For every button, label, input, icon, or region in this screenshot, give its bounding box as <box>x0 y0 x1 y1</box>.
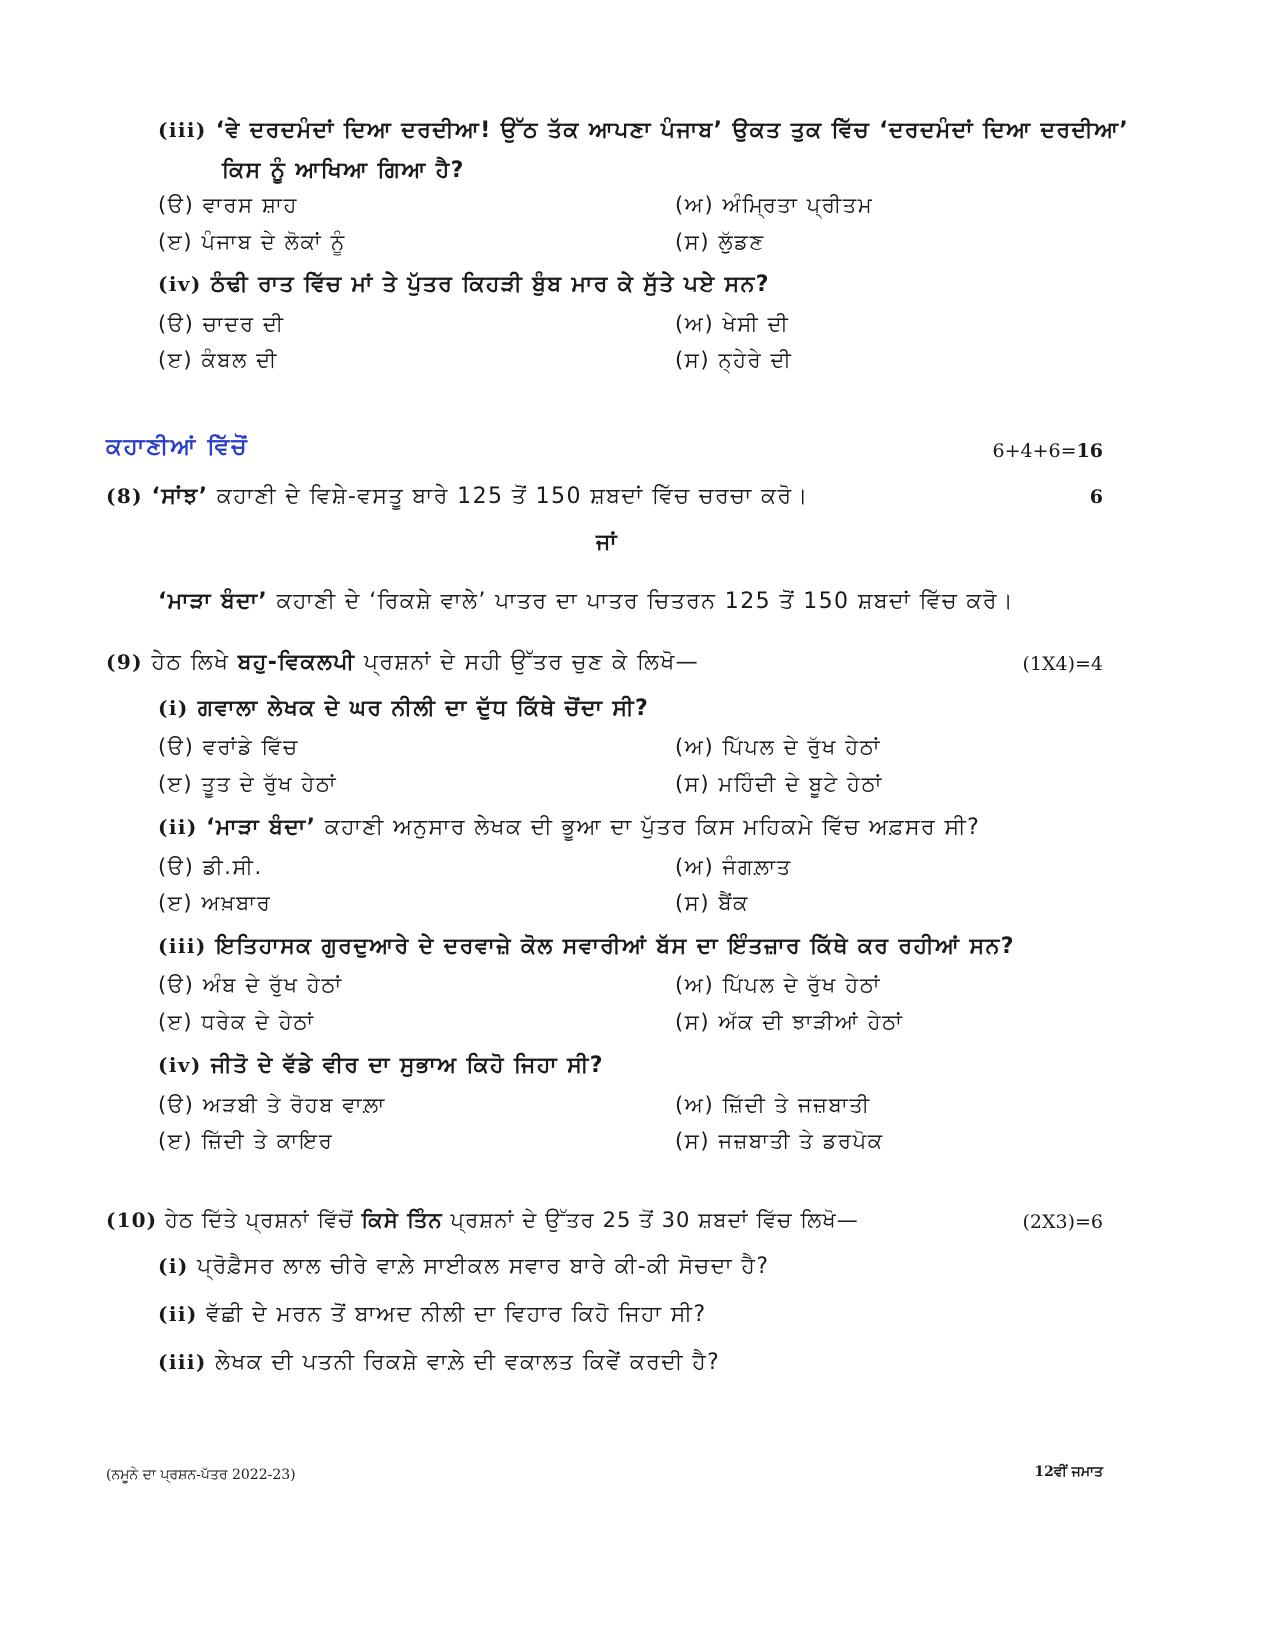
q10-intro-bold: ਕਿਸੇ ਤਿੰਨ <box>361 1208 443 1232</box>
q8-line <box>106 484 809 509</box>
q7-iv-number: (iv) <box>158 272 202 296</box>
q10-marks: (2X3)=6 <box>1022 1211 1103 1233</box>
q9-intro-b: ਪ੍ਰਸ਼ਨਾਂ ਦੇ ਸਹੀ ਉੱਤਰ ਚੁਣ ਕੇ ਲਿਖੋ— <box>363 650 700 675</box>
q7-iv-line <box>158 272 770 297</box>
q9-iii-number: (iii) <box>158 934 207 958</box>
q9-ii-option-b: (ਅ) ਜੰਗਲ਼ਾਤ <box>675 855 792 879</box>
q9-marks: (1X4)=4 <box>1022 653 1103 675</box>
section-marks-sum: 6+4+6= <box>992 440 1077 462</box>
q8-text: ਕਹਾਣੀ ਦੇ ਵਿਸ਼ੇ-ਵਸਤੂ ਬਾਰੇ 125 ਤੋਂ 150 ਸ਼ਬਦਾਂ ਵਿੱਚ ਚਰਚਾ ਕਰੋ। <box>216 484 809 509</box>
q9-i-question: ਗਵਾਲਾ ਲੇਖਕ ਦੇ ਘਰ ਨੀਲੀ ਦਾ ਦੁੱਧ ਕਿੱਥੇ ਚੋਂਦਾ ਸੀ? <box>197 696 650 721</box>
q7-iii-option-d: (ਸ) ਲੁੱਡਣ <box>675 230 765 254</box>
q9-ii-option-d: (ਸ) ਬੈਂਕ <box>675 891 750 915</box>
q10-intro-a: ਹੇਠ ਦਿੱਤੇ ਪ੍ਰਸ਼ਨਾਂ ਵਿੱਚੋਂ <box>164 1208 354 1232</box>
q7-iii-line1 <box>158 118 1129 143</box>
q10-iii-number: (iii) <box>158 1350 207 1374</box>
q9-iii-option-c: (ੲ) ਧਰੇਕ ਦੇ ਹੇਠਾਂ <box>158 1010 315 1034</box>
q9-i-option-d: (ਸ) ਮਹਿੰਦੀ ਦੇ ਬੂਟੇ ਹੇਠਾਂ <box>675 772 883 796</box>
q9-i-option-c: (ੲ) ਤੂਤ ਦੇ ਰੁੱਖ ਹੇਠਾਂ <box>158 772 338 796</box>
q9-iii-option-a: (ੳ) ਅੰਬ ਦੇ ਰੁੱਖ ਹੇਠਾਂ <box>158 973 343 997</box>
q7-iv-option-b: (ਅ) ਖੇਸੀ ਦੀ <box>675 312 790 336</box>
q8-number: (8) <box>106 484 144 508</box>
section-marks <box>993 440 1103 462</box>
q10-iii-question: ਲੇਖਕ ਦੀ ਪਤਨੀ ਰਿਕਸ਼ੇ ਵਾਲ਼ੇ ਦੀ ਵਕਾਲਤ ਕਿਵੇਂ ਕਰਦੀ ਹੈ? <box>215 1350 721 1375</box>
q7-iii-option-a: (ੳ) ਵਾਰਸ ਸ਼ਾਹ <box>158 193 299 217</box>
q9-iii-option-d: (ਸ) ਅੱਕ ਦੀ ਝਾੜੀਆਂ ਹੇਠਾਂ <box>675 1010 904 1034</box>
q8-alt-quote: ‘ਮਾੜਾ ਬੰਦਾ’ <box>158 589 269 614</box>
q7-iii-number: (iii) <box>158 118 207 142</box>
q10-number: (10) <box>106 1208 158 1232</box>
section-title: ਕਹਾਣੀਆਂ ਵਿੱਚੋਂ <box>106 434 249 460</box>
q9-iv-option-a: (ੳ) ਅੜਬੀ ਤੇ ਰੋਹਬ ਵਾਲ਼ਾ <box>158 1093 386 1117</box>
q9-iv-option-c: (ੲ) ਜ਼ਿੱਦੀ ਤੇ ਕਾਇਰ <box>158 1129 334 1153</box>
q9-iv-option-d: (ਸ) ਜਜ਼ਬਾਤੀ ਤੇ ਡਰਪੋਕ <box>675 1129 884 1153</box>
q7-iv-question: ਠੰਢੀ ਰਾਤ ਵਿੱਚ ਮਾਂ ਤੇ ਪੁੱਤਰ ਕਿਹੜੀ ਬੁੰਬ ਮਾਰ ਕੇ ਸੁੱਤੇ ਪਏ ਸਨ? <box>210 272 770 297</box>
q10-i-number: (i) <box>158 1254 189 1278</box>
q10-intro-b: ਪ੍ਰਸ਼ਨਾਂ ਦੇ ਉੱਤਰ 25 ਤੋਂ 30 ਸ਼ਬਦਾਂ ਵਿੱਚ ਲਿਖੋ— <box>450 1208 859 1232</box>
q10-item <box>158 1350 720 1375</box>
q9-ii-option-c: (ੲ) ਅਖ਼ਬਾਰ <box>158 891 272 915</box>
q7-iv-option-d: (ਸ) ਨ੍ਹੇਰੇ ਦੀ <box>675 348 793 372</box>
q10-ii-number: (ii) <box>158 1302 198 1326</box>
section-marks-total: 16 <box>1076 440 1103 462</box>
q8-alt-text: ਕਹਾਣੀ ਦੇ ‘ਰਿਕਸ਼ੇ ਵਾਲੇ’ ਪਾਤਰ ਦਾ ਪਾਤਰ ਚਿਤਰਨ 125 ਤੋਂ 150 ਸ਼ਬਦਾਂ ਵਿੱਚ ਕਰੋ। <box>276 589 1015 614</box>
q9-i-line <box>158 696 649 721</box>
q9-number: (9) <box>106 650 144 674</box>
q9-iv-number: (iv) <box>158 1053 202 1077</box>
q9-i-option-b: (ਅ) ਪਿੱਪਲ ਦੇ ਰੁੱਖ ਹੇਠਾਂ <box>675 735 882 759</box>
q7-iii-option-c: (ੲ) ਪੰਜਾਬ ਦੇ ਲੋਕਾਂ ਨੂੰ <box>158 230 346 254</box>
q7-iv-option-c: (ੲ) ਕੰਬਲ ਦੀ <box>158 348 278 372</box>
footer-right: 12ਵੀਂ ਜਮਾਤ <box>1034 1464 1103 1480</box>
q9-iii-line <box>158 934 1015 959</box>
q9-iii-option-b: (ਅ) ਪਿੱਪਲ ਦੇ ਰੁੱਖ ਹੇਠਾਂ <box>675 973 882 997</box>
q9-ii-option-a: (ੳ) ਡੀ.ਸੀ. <box>158 855 263 879</box>
q10-i-question: ਪ੍ਰੋਫ਼ੈਸਰ ਲਾਲ ਚੀਰੇ ਵਾਲ਼ੇ ਸਾਈਕਲ ਸਵਾਰ ਬਾਰੇ ਕੀ-ਕੀ ਸੋਚਦਾ ਹੈ? <box>197 1254 770 1279</box>
q7-iii-question: ‘ਵੇ ਦਰਦਮੰਦਾਂ ਦਿਆ ਦਰਦੀਆ! ਉੱਠ ਤੱਕ ਆਪਣਾ ਪੰਜਾਬ’ ਉਕਤ ਤੁਕ ਵਿੱਚ ‘ਦਰਦਮੰਦਾਂ ਦਿਆ ਦਰਦੀਆ’ <box>215 118 1130 143</box>
q7-iii-line2: ਕਿਸ ਨੂੰ ਆਖਿਆ ਗਿਆ ਹੈ? <box>222 158 465 183</box>
q9-iv-line <box>158 1053 604 1078</box>
q9-i-option-a: (ੳ) ਵਰਾਂਡੇ ਵਿੱਚ <box>158 735 299 759</box>
q8-marks: 6 <box>1089 486 1103 508</box>
q9-ii-quote: ‘ਮਾੜਾ ਬੰਦਾ’ <box>206 815 317 840</box>
q7-iv-option-a: (ੳ) ਚਾਦਰ ਦੀ <box>158 312 285 336</box>
q9-ii-number: (ii) <box>158 815 198 839</box>
q8-quote: ‘ਸਾਂਝ’ <box>151 484 209 509</box>
q9-line <box>106 650 699 675</box>
footer-left: (ਨਮੂਨੇ ਦਾ ਪ੍ਰਸ਼ਨ-ਪੱਤਰ 2022-23) <box>106 1467 296 1483</box>
q9-ii-line <box>158 815 980 840</box>
q9-i-number: (i) <box>158 696 189 720</box>
q7-iii-option-b: (ਅ) ਅੰਮ੍ਰਿਤਾ ਪ੍ਰੀਤਮ <box>675 193 874 217</box>
q10-item <box>158 1302 707 1327</box>
q9-intro-a: ਹੇਠ ਲਿਖੇ <box>151 650 230 675</box>
q10-line <box>106 1208 859 1233</box>
q10-item <box>158 1254 769 1279</box>
q8-or: ਜਾਂ <box>596 530 618 555</box>
q9-iv-question: ਜੀਤੋ ਦੇ ਵੱਡੇ ਵੀਰ ਦਾ ਸੁਭਾਅ ਕਿਹੋ ਜਿਹਾ ਸੀ? <box>210 1053 604 1078</box>
q10-ii-question: ਵੱਛੀ ਦੇ ਮਰਨ ਤੋਂ ਬਾਅਦ ਨੀਲੀ ਦਾ ਵਿਹਾਰ ਕਿਹੋ ਜਿਹਾ ਸੀ? <box>206 1302 707 1327</box>
q9-iv-option-b: (ਅ) ਜ਼ਿੱਦੀ ਤੇ ਜਜ਼ਬਾਤੀ <box>675 1093 871 1117</box>
q9-ii-question: ਕਹਾਣੀ ਅਨੁਸਾਰ ਲੇਖਕ ਦੀ ਭੂਆ ਦਾ ਪੁੱਤਰ ਕਿਸ ਮਹਿਕਮੇ ਵਿੱਚ ਅਫ਼ਸਰ ਸੀ? <box>324 815 981 840</box>
q9-intro-bold: ਬਹੁ-ਵਿਕਲਪੀ <box>237 650 356 675</box>
q9-iii-question: ਇਤਿਹਾਸਕ ਗੁਰਦੁਆਰੇ ਦੇ ਦਰਵਾਜ਼ੇ ਕੋਲ ਸਵਾਰੀਆਂ ਬੱਸ ਦਾ ਇੰਤਜ਼ਾਰ ਕਿੱਥੇ ਕਰ ਰਹੀਆਂ ਸਨ? <box>215 934 1015 959</box>
q8-alt-line <box>158 589 1014 614</box>
